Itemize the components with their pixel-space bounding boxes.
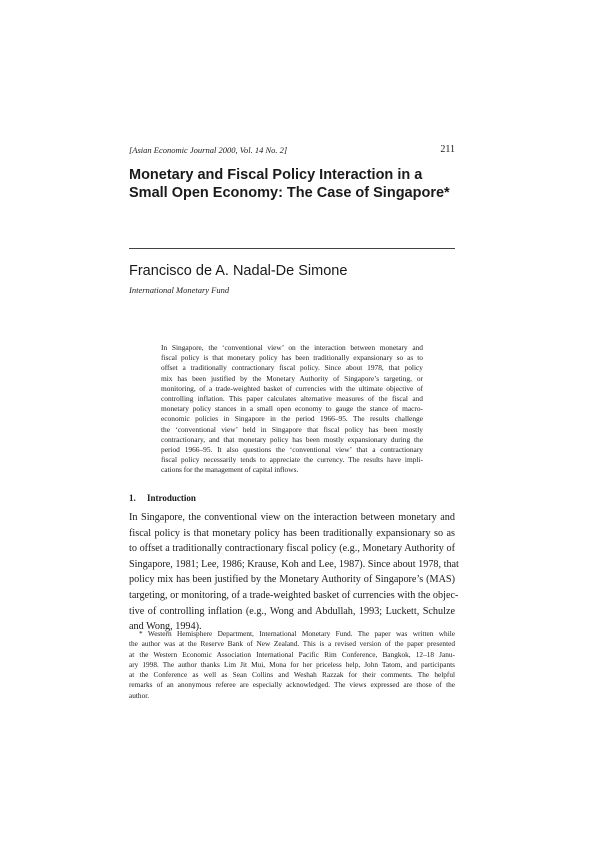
body-line: Singapore, 1981; Lee, 1986; Krause, Koh and Lee, 1987). Since about 1978, that <box>129 558 459 570</box>
section-heading <box>129 492 196 504</box>
footnote <box>129 629 455 701</box>
title-line: Monetary and Fiscal Policy Interaction in a <box>129 167 423 183</box>
body-line: and Wong, 1994). <box>129 621 202 633</box>
body-line: targeting, or monitoring, of a trade-weighted basket of currencies with the objec- <box>129 589 459 601</box>
body-line: tive of controlling inflation (e.g., Wong and Abdullah, 1993; Luckett, Schulze <box>129 605 455 617</box>
abstract-line: economic policies in Singapore in the period 1966–95. The results challenge <box>161 414 423 424</box>
running-head <box>129 143 455 157</box>
body-paragraph <box>129 510 459 635</box>
section-number: 1. <box>129 493 136 503</box>
body-line: fiscal policy is that monetary policy has been traditionally expansionary so as <box>129 527 455 539</box>
footnote-line: at the Western Economic Association International Pacific Rim Conference, Bangkok, 12–18 Janu- <box>129 649 455 659</box>
title-divider <box>129 248 455 249</box>
footnote-line: * Western Hemisphere Department, International Monetary Fund. The paper was written while <box>139 629 455 638</box>
footnote-line: remarks of an anonymous referee are especially acknowledged. The views expressed are those of the <box>129 680 455 690</box>
page-number: 211 <box>440 144 455 155</box>
footnote-line: ary 1998. The author thanks Lim Jit Mui, Mona for her priceless help, John Tatom, and participants <box>129 659 455 669</box>
body-line: to offset a traditionally contractionary fiscal policy (e.g., Monetary Authority of <box>129 543 455 555</box>
abstract-line: period 1966–95. It also questions the ‘conventional view’ that a contractionary <box>161 445 423 455</box>
abstract-line: In Singapore, the ‘conventional view’ on the interaction between monetary and <box>161 343 423 352</box>
author-affiliation: International Monetary Fund <box>129 285 230 295</box>
body-line: policy mix has been justified by the Monetary Authority of Singapore’s (MAS) <box>129 574 455 586</box>
abstract-line: cations for the management of capital inflows. <box>161 465 299 475</box>
abstract-line: offset a traditionally contractionary fiscal policy. Since about 1978, that policy <box>161 363 423 373</box>
section-title: Introduction <box>147 493 196 503</box>
body-line: In Singapore, the conventional view on the interaction between monetary and <box>129 512 455 523</box>
abstract-line: monitoring, of a trade-weighted basket of currencies with the ultimate objective of <box>161 383 423 393</box>
abstract-line: fiscal policy necessarily tends to appreciate the currency. The results have impli- <box>161 455 423 465</box>
abstract-line: contractionary, and that monetary policy has been mostly expansionary during the <box>161 434 423 444</box>
abstract-line: monetary policy stances in a small open economy to gauge the stance of macro- <box>161 404 423 414</box>
footnote-line: the author was at the Reserve Bank of New Zealand. This is a revised version of the paper presented <box>129 639 455 649</box>
author-name: Francisco de A. Nadal-De Simone <box>129 263 348 279</box>
abstract-line: controlling inflation. This paper calculates alternative measures of the fiscal and <box>161 394 423 404</box>
abstract-line: fiscal policy is that monetary policy has been traditionally expansionary so as to <box>161 353 423 363</box>
journal-citation: [Asian Economic Journal 2000, Vol. 14 No. 2] <box>129 145 288 155</box>
paper-title <box>129 166 469 202</box>
footnote-line: at the Conference as well as Sean Collins and Weshah Razzak for their comments. The helpful <box>129 670 455 680</box>
abstract <box>161 343 423 476</box>
abstract-line: mix has been justified by the Monetary Authority of Singapore’s targeting, or <box>161 373 423 383</box>
footnote-line: author. <box>129 690 150 700</box>
title-line: Small Open Economy: The Case of Singapore* <box>129 185 450 201</box>
abstract-line: the ‘conventional view’ held in Singapore that fiscal policy has been mostly <box>161 424 423 434</box>
